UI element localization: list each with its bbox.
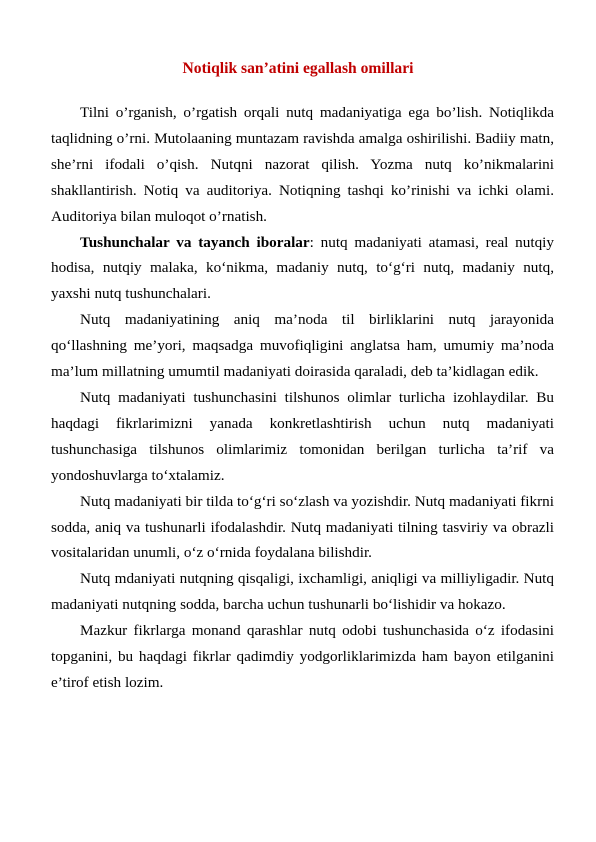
paragraph-keywords (51, 230, 554, 308)
paragraph-intro: Tilni o’rganish, o’rgatish orqali nutq madaniyatiga ega bo’lish. Notiqlikda taqlidning o’rni. Mutolaaning muntazam ravishda amalga oshirilishi. Badiiy matn, she’rni ifodali o’qish. Nutqni nazorat qilish. Yozma nutq ko’nikmalarini shakllantirish. Notiq va auditoriya. Notiqning tashqi ko’rinishi va ichki olami. Auditoriya bilan muloqot o’rnatish. (51, 104, 554, 225)
keywords-colon: : (309, 233, 314, 251)
keywords-text: nutq madaniyati atamasi, real nutqiy hodisa, nutqiy malaka, ko‘nikma, madaniy nutq, to‘g‘ri nutq, madaniy nutq, yaxshi nutq tushunchalari. (51, 233, 554, 303)
paragraph-correct-speech: Nutq madaniyati bir tilda to‘g‘ri so‘zlash va yozishdir. Nutq madaniyati fikrni sodda, aniq va tushunarli ifodalashdir. Nutq madaniyati tilning tasviriy va obrazli vositalaridan unumli, o‘z o‘rnida foydalana bilishdir. (51, 492, 554, 562)
document-title: Notiqlik san’atini egallash omillari (182, 60, 414, 77)
paragraph-conclusion: Mazkur fikrlarga monand qarashlar nutq odobi tushunchasida o‘z ifodasini topganini, bu haqdagi fikrlar qadimdiy yodgorliklarimizda ham bayon etilganini e’tirof etish lozim. (51, 622, 554, 691)
keywords-label: Tushunchalar va tayanch iboralar (80, 233, 310, 251)
document-body (51, 100, 554, 696)
paragraph-interpretations: Nutq madaniyati tushunchasini tilshunos olimlar turlicha izohlaydilar. Bu haqdagi fikrlarimizni yanada konkretlashtirish uchun nutq madaniyati tushunchasiga tilshunos olimlarimiz tomonidan berilgan turlicha ta’rif va yondoshuvlarga to‘xtalamiz. (51, 388, 554, 484)
paragraph-brevity: Nutq mdaniyati nutqning qisqaligi, ixchamligi, aniqligi va milliyligadir. Nutq madaniyati nutqning sodda, barcha uchun tushunarli bo‘lishidir va hokazo. (51, 570, 554, 614)
paragraph-definition: Nutq madaniyatining aniq ma’noda til birliklarini nutq jarayonida qo‘llashning me’yori, maqsadga muvofiqligini anglatsa ham, umumiy ma’noda ma’lum millatning umumtil madaniyati doirasida qaraladi, deb ta’kidlagan edik. (51, 311, 554, 381)
